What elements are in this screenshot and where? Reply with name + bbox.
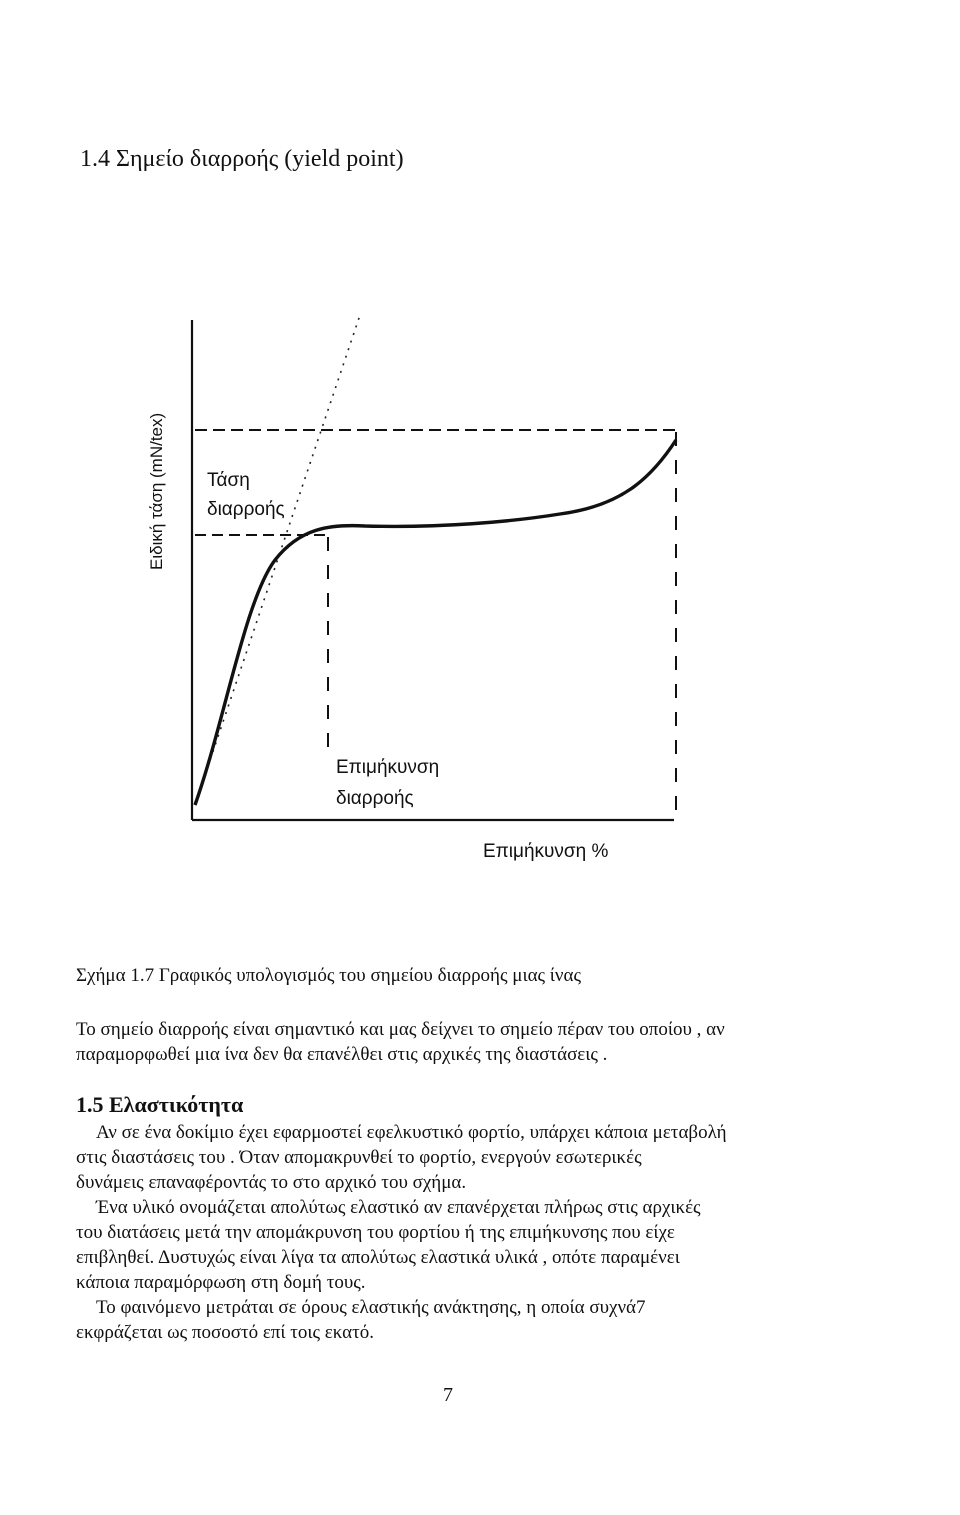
section-1-4-title: 1.4 Σημείο διαρροής (yield point) xyxy=(80,146,404,172)
tangent-line xyxy=(195,315,360,805)
paragraph-line: στις διαστάσεις του . Όταν απομακρυνθεί το φορτίο, ενεργούν εσωτερικές xyxy=(76,1147,642,1168)
yield-stress-label-line-2: διαρροής xyxy=(207,499,285,520)
paragraph-line: του διατάσεις μετά την απομάκρυνση του φορτίου ή της επιμήκυνσης που είχε xyxy=(76,1222,675,1243)
paragraph-line: Ένα υλικό ονομάζεται απολύτως ελαστικό αν επανέρχεται πλήρως στις αρχικές xyxy=(96,1197,701,1218)
yield-paragraph xyxy=(76,1017,876,1067)
yield-point-figure xyxy=(140,300,700,880)
section-1-5-title: 1.5 Ελαστικότητα xyxy=(76,1092,244,1117)
paragraph-line: κάποια παραμόρφωση στη δομή τους. xyxy=(76,1272,366,1293)
figure-caption: Σχήμα 1.7 Γραφικός υπολογισμός του σημείου διαρροής μιας ίνας xyxy=(76,965,581,986)
page-number: 7 xyxy=(443,1384,453,1406)
y-axis-label: Ειδική τάση (mN/tex) xyxy=(147,412,166,570)
stress-strain-curve xyxy=(195,440,676,805)
yield-stress-label-line-1: Τάση xyxy=(207,470,250,491)
paragraph-line: Το σημείο διαρροής είναι σημαντικό και μας δείχνει το σημείο πέραν του οποίου , αν xyxy=(76,1019,725,1040)
yield-elongation-label-line-2: διαρροής xyxy=(336,788,414,809)
elasticity-paragraph xyxy=(76,1120,876,1345)
paragraph-line: Αν σε ένα δοκίμιο έχει εφαρμοστεί εφελκυστικό φορτίο, υπάρχει κάποια μεταβολή xyxy=(96,1122,727,1143)
paragraph-line: παραμορφωθεί μια ίνα δεν θα επανέλθει στις αρχικές της διαστάσεις . xyxy=(76,1044,608,1065)
paragraph-line: Το φαινόμενο μετράται σε όρους ελαστικής ανάκτησης, η οποία συχνά7 xyxy=(96,1297,646,1318)
paragraph-line: εκφράζεται ως ποσοστό επί τοις εκατό. xyxy=(76,1322,375,1343)
stress-strain-diagram xyxy=(140,300,700,880)
yield-elongation-label-line-1: Επιμήκυνση xyxy=(336,757,440,778)
paragraph-line: δυνάμεις επαναφέροντάς το στο αρχικό του σχήμα. xyxy=(76,1172,467,1193)
x-axis-label: Επιμήκυνση % xyxy=(483,841,609,862)
paragraph-line: επιβληθεί. Δυστυχώς είναι λίγα τα απολύτως ελαστικά υλικά , οπότε παραμένει xyxy=(76,1247,680,1268)
